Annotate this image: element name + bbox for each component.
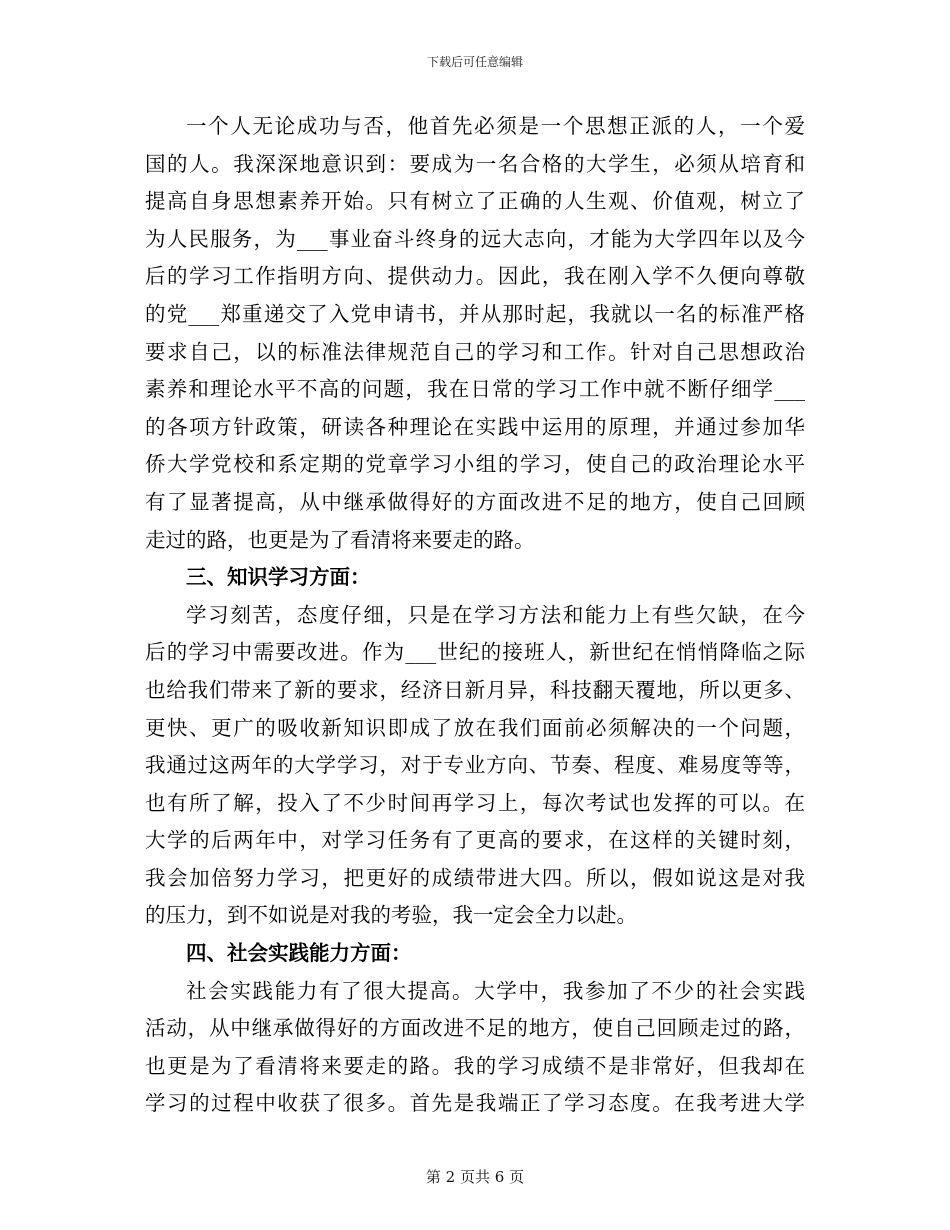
section-heading: 三、知识学习方面：: [186, 565, 371, 590]
paragraph-line: 的压力，到不如说是对我的考验，我一定会全力以赴。: [145, 903, 637, 928]
paragraph-line: 我通过这两年的大学学习，对于专业方向、节奏、程度、难易度等等，: [145, 753, 805, 778]
paragraph-line: 也更是为了看清将来要走的路。我的学习成绩不是非常好，但我却在: [145, 1053, 805, 1078]
paragraph-line: 走过的路，也更是为了看清将来要走的路。: [145, 527, 535, 552]
paragraph-line: 一个人无论成功与否，他首先必须是一个思想正派的人，一个爱: [186, 114, 805, 138]
paragraph-line: 也有所了解，投入了不少时间再学习上，每次考试也发挥的可以。在: [145, 790, 805, 815]
paragraph-line: 后的学习工作指明方向、提供动力。因此，我在刚入学不久便向尊敬: [145, 264, 805, 289]
paragraph-line: 的党___郑重递交了入党申请书，并从那时起，我就以一名的标准严格: [145, 301, 805, 326]
page-footer: 第 2 页共 6 页: [425, 1168, 525, 1186]
paragraph-line: 学习刻苦，态度仔细，只是在学习方法和能力上有些欠缺，在今: [186, 602, 805, 627]
paragraph-line: 国的人。我深深地意识到：要成为一名合格的大学生，必须从培育和: [145, 151, 805, 176]
paragraph-line: 素养和理论水平不高的问题，我在日常的学习工作中就不断仔细学___: [145, 377, 805, 402]
paragraph-line: 大学的后两年中，对学习任务有了更高的要求，在这样的关键时刻，: [145, 828, 805, 853]
section-heading: 四、社会实践能力方面：: [186, 941, 412, 966]
paragraph-line: 活动，从中继承做得好的方面改进不足的地方，使自己回顾走过的路，: [145, 1016, 805, 1041]
page-header: 下载后可任意编辑: [426, 55, 523, 69]
paragraph-line: 有了显著提高，从中继承做得好的方面改进不足的地方，使自己回顾: [145, 489, 805, 514]
paragraph-line: 社会实践能力有了很大提高。大学中，我参加了不少的社会实践: [186, 978, 805, 1003]
paragraph-line: 提高自身思想素养开始。只有树立了正确的人生观、价值观，树立了: [145, 189, 805, 214]
paragraph-line: 更快、更广的吸收新知识即成了放在我们面前必须解决的一个问题，: [145, 715, 805, 740]
paragraph-line: 学习的过程中收获了很多。首先是我端正了学习态度。在我考进大学: [145, 1091, 805, 1116]
paragraph-line: 的各项方针政策，研读各种理论在实践中运用的原理，并通过参加华: [145, 414, 805, 439]
paragraph-line: 我会加倍努力学习，把更好的成绩带进大四。所以，假如说这是对我: [145, 865, 805, 890]
body-text: [145, 108, 805, 1123]
paragraph-line: 为人民服务，为___事业奋斗终身的远大志向，才能为大学四年以及今: [145, 226, 805, 251]
paragraph-line: 要求自己，以的标准法律规范自己的学习和工作。针对自己思想政治: [145, 339, 805, 364]
paragraph-line: 也给我们带来了新的要求，经济日新月异，科技翻天覆地，所以更多、: [145, 677, 805, 702]
paragraph-line: 侨大学党校和系定期的党章学习小组的学习，使自己的政治理论水平: [145, 452, 805, 477]
paragraph-line: 后的学习中需要改进。作为___世纪的接班人，新世纪在悄悄降临之际: [145, 640, 805, 665]
